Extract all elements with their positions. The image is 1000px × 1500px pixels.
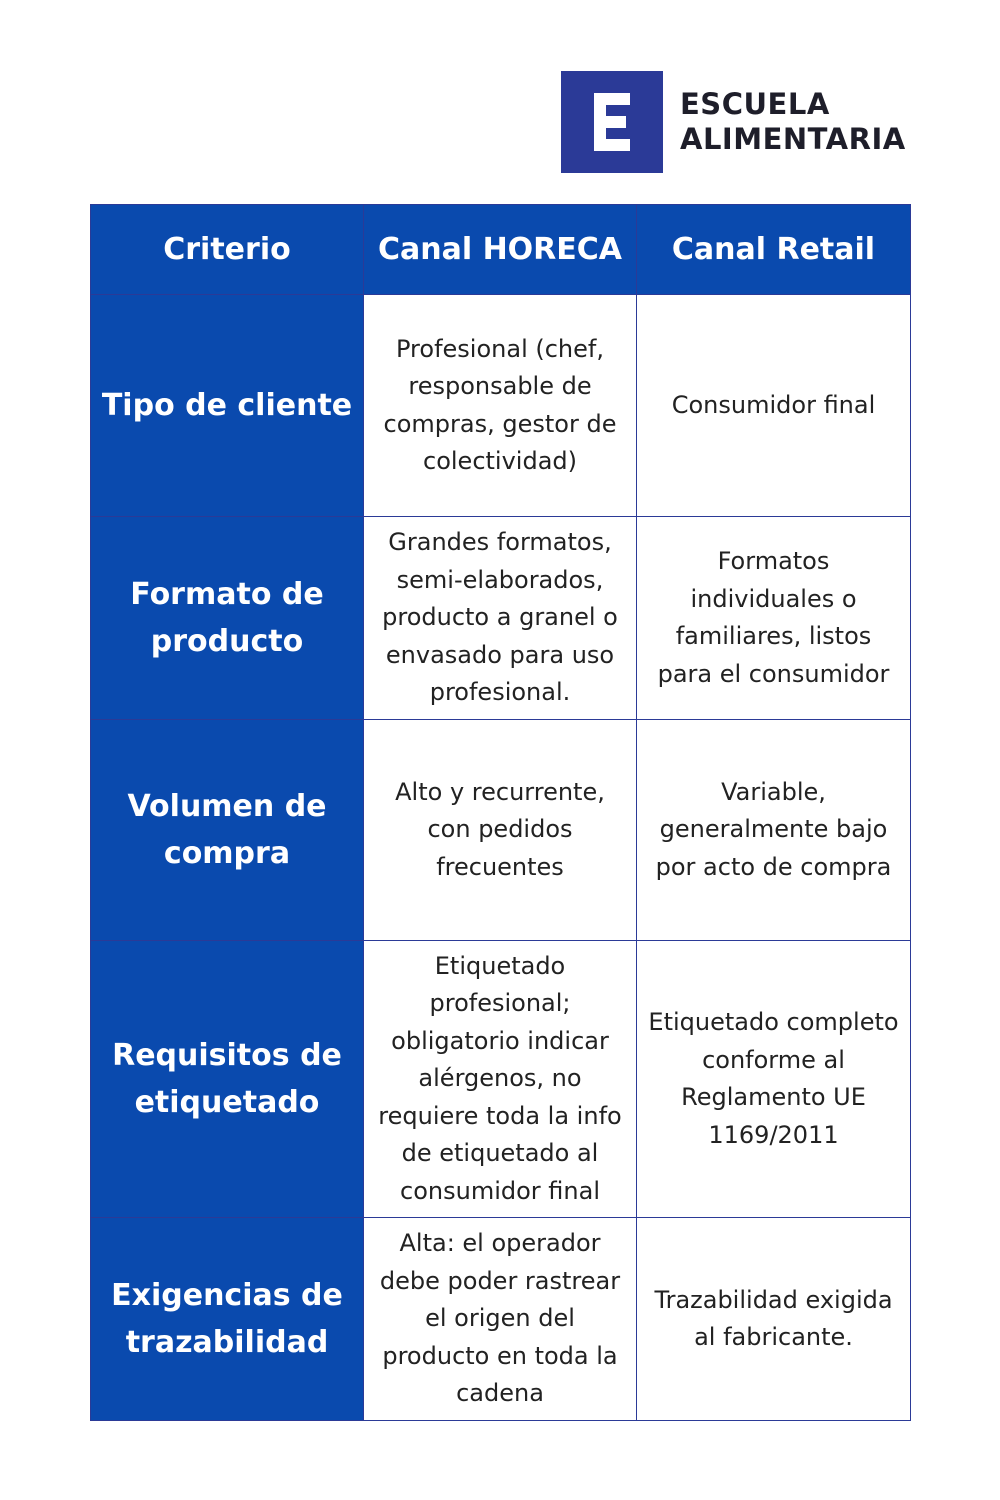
brand-logo [561, 71, 906, 173]
retail-cell: Etiquetado completo conforme al Reglamento UE 1169/2011 [637, 941, 911, 1218]
retail-cell: Variable, generalmente bajo por acto de compra [637, 720, 911, 941]
horeca-cell: Etiquetado profesional; obligatorio indicar alérgenos, no requiere toda la info de etiquetado al consumidor final [364, 941, 637, 1218]
horeca-cell: Profesional (chef, responsable de compras, gestor de colectividad) [364, 295, 637, 517]
table-row [91, 295, 911, 517]
horeca-cell: Grandes formatos, semi-elaborados, producto a granel o envasado para uso profesional. [364, 517, 637, 720]
criterio-cell: Tipo de cliente [91, 295, 364, 517]
comparison-table [90, 204, 911, 1421]
retail-cell: Consumidor final [637, 295, 911, 517]
table-row [91, 941, 911, 1218]
brand-name [680, 87, 906, 157]
retail-cell: Trazabilidad exigida al fabricante. [637, 1218, 911, 1421]
table-row [91, 1218, 911, 1421]
header-criterio: Criterio [91, 205, 364, 295]
brand-name-line1: ESCUELA [680, 87, 830, 121]
letter-e-logo-icon [561, 71, 663, 173]
brand-name-line2: ALIMENTARIA [680, 122, 906, 156]
retail-cell: Formatos individuales o familiares, listos para el consumidor [637, 517, 911, 720]
header-canal-horeca: Canal HORECA [364, 205, 637, 295]
table-row [91, 517, 911, 720]
table-header-row [91, 205, 911, 295]
criterio-cell: Formato de producto [91, 517, 364, 720]
horeca-cell: Alta: el operador debe poder rastrear el origen del producto en toda la cadena [364, 1218, 637, 1421]
criterio-cell: Requisitos de etiquetado [91, 941, 364, 1218]
criterio-cell: Volumen de compra [91, 720, 364, 941]
header-canal-retail: Canal Retail [637, 205, 911, 295]
table-row [91, 720, 911, 941]
horeca-cell: Alto y recurrente, con pedidos frecuentes [364, 720, 637, 941]
criterio-cell: Exigencias de trazabilidad [91, 1218, 364, 1421]
